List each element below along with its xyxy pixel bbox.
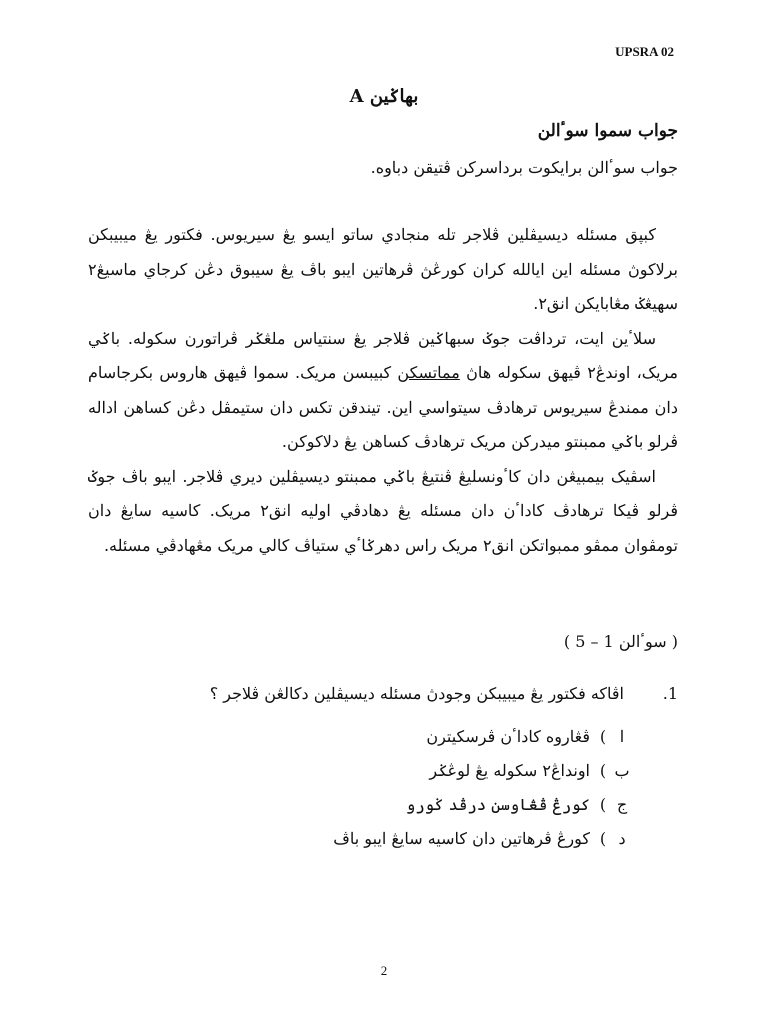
option-text: کورڠ ڤرهاتين دان کاسيه سايڠ ايبو باڤ xyxy=(333,829,590,848)
question-text: اڤاکه فکتور يڠ ميبيبکن وجودڽ مسئله ديسيڤلين دکالڠن ڤلاجر ؟ xyxy=(209,684,624,703)
option-paren: ) xyxy=(599,727,607,746)
reading-passage xyxy=(88,218,678,563)
underlined-word: مماتسکن xyxy=(397,363,460,382)
page-number: 2 xyxy=(380,963,388,978)
option-paren: ) xyxy=(599,795,607,814)
instruction-heading: جواب سموا سوٴالن xyxy=(537,121,678,141)
option-letter: ب xyxy=(614,761,630,780)
option-c xyxy=(272,788,632,822)
passage-paragraph-2 xyxy=(88,322,678,460)
answer-options xyxy=(272,720,632,856)
option-text: اونداڠ٢ سکوله يڠ لوڠݢر xyxy=(429,761,590,780)
passage-paragraph-1: کبڽق مسئله ديسيڤلين ڤلاجر تله منجادي ساتو ايسو يڠ سيريوس. فکتور يڠ ميبيبکن برلاکوڽ مسئله اين ايالله کران کورڠڽ ڤرهاتين ايبو باڤ يڠ سيبوق دڠن کرجاي ماسيڠ٢ سهيڠݢ مڠابايکن انق٢. xyxy=(88,225,678,313)
question-range: ( سوٴالن 1 – 5 ) xyxy=(563,632,678,651)
passage-paragraph-3: اسڤيک بيمبيڠن دان کاٴونسليڠ ڤنتيڠ باݢي ممبنتو ديسيڤلين ديري ڤلاجر. ايبو باڤ جوݢ ڤرلو ڤيکا ترهادڤ کاداٴن دان مسئله يڠ دهادڤي اوليه انق٢ مريک. کاسيه سايڠ دان تومڤوان ممڤو ممبواتکن انق٢ مريک راس دهرݢاٴي ستياڤ کالي مريک مڠهادڤي مسئله. xyxy=(88,466,678,555)
option-letter: د xyxy=(618,829,626,848)
option-paren: ) xyxy=(599,761,607,780)
page-code: UPSRA 02 xyxy=(615,44,674,59)
option-text: کورڠ ڤڠاوسن درڤد ݢورو xyxy=(405,795,590,814)
option-a xyxy=(272,720,632,754)
instruction-text: جواب سوٴالن برايکوت برداسرکن ڤتيقن دباوه. xyxy=(370,158,678,177)
question-number: 1. xyxy=(662,684,678,703)
part-title: بهاݢين A xyxy=(349,86,419,107)
option-b xyxy=(272,754,632,788)
option-paren: ) xyxy=(599,829,607,848)
option-letter: ا xyxy=(619,727,625,746)
option-text: ڤڠاروه کاداٴن ڤرسکيترن xyxy=(426,727,590,746)
option-letter: ج xyxy=(616,795,628,814)
passage-paragraph-2-end: کبيبسن مريک. سموا ڤيهق هاروس بکرجاسام دان ممندڠ سيريوس ترهادڤ سيتواسي اين. تيندقن تکس دان ستيمڤل دڠن کساهن اداله ڤرلو باݢي ممبنتو ميدرکن مريک ترهادڤ کساهن يڠ دلاکوکن. xyxy=(88,363,678,451)
passage-paragraph-2-start: سلاٴين ايت، ترداڤت جوݢ سبهاݢين ڤلاجر يڠ سنتياس ملڠݢر ڤراتورن سکوله. باݢي مريک، اوندڠ٢ ڤيهق سکوله هاڽ xyxy=(88,328,678,382)
option-d xyxy=(272,822,632,856)
